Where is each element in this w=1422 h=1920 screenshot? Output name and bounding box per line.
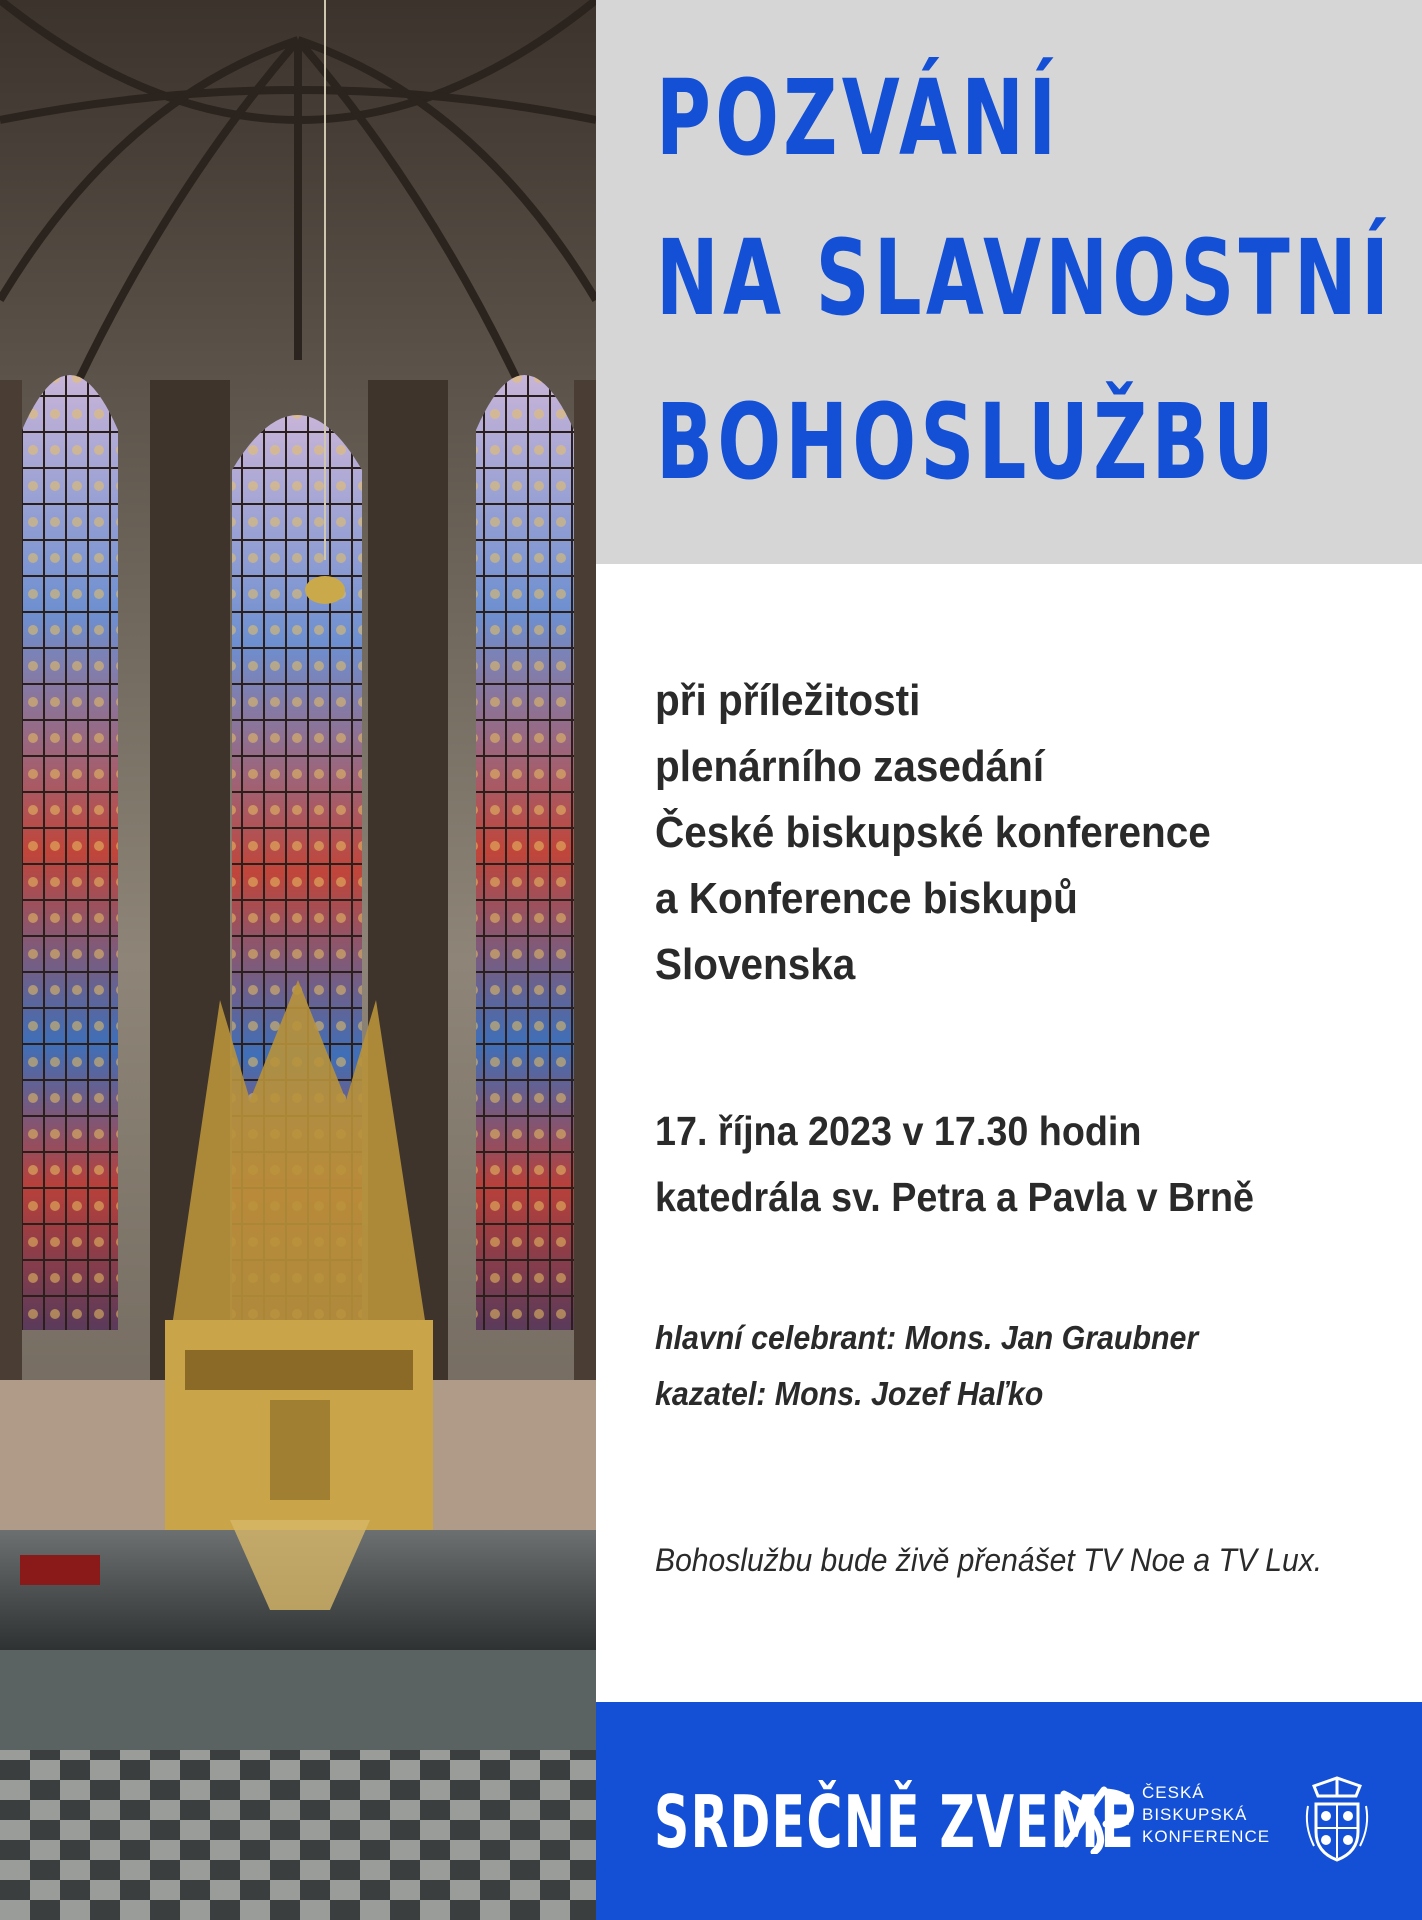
occasion-line-1: při příležitosti	[655, 676, 921, 725]
occasion-line-3: České biskupské konference	[655, 808, 1211, 857]
title-line-3: BOHOSLUŽBU	[656, 381, 1279, 503]
occasion-text	[655, 668, 1395, 998]
occasion-line-5: Slovenska	[655, 940, 856, 989]
broadcast-note: Bohoslužbu bude živě přenášet TV Noe a TV Lux.	[655, 1542, 1323, 1578]
title-panel	[596, 0, 1422, 564]
cbk-name-line-3: KONFERENCE	[1142, 1827, 1271, 1846]
officiants	[655, 1310, 1395, 1422]
event-place: katedrála sv. Petra a Pavla v Brně	[655, 1174, 1254, 1220]
cbk-name-line-2: BISKUPSKÁ	[1142, 1805, 1248, 1824]
title-line-1: POZVÁNÍ	[656, 57, 1061, 179]
welcome-text: SRDEČNĚ ZVEME	[654, 1780, 1136, 1864]
preacher: kazatel: Mons. Jozef Haľko	[655, 1375, 1044, 1412]
footer-banner	[596, 1702, 1422, 1920]
event-datetime: 17. října 2023 v 17.30 hodin	[655, 1108, 1142, 1154]
occasion-line-2: plenárního zasedání	[655, 742, 1045, 791]
occasion-line-4: a Konference biskupů	[655, 874, 1078, 923]
coat-of-arms-icon	[1302, 1776, 1372, 1862]
cbk-logo-icon	[1056, 1784, 1146, 1854]
cbk-name-line-1: ČESKÁ	[1142, 1783, 1205, 1802]
cathedral-interior-photo	[0, 0, 596, 1920]
event-details	[655, 1098, 1395, 1230]
cbk-name	[1142, 1782, 1270, 1848]
title-line-2: NA SLAVNOSTNÍ	[656, 217, 1394, 339]
celebrant: hlavní celebrant: Mons. Jan Graubner	[655, 1319, 1199, 1356]
